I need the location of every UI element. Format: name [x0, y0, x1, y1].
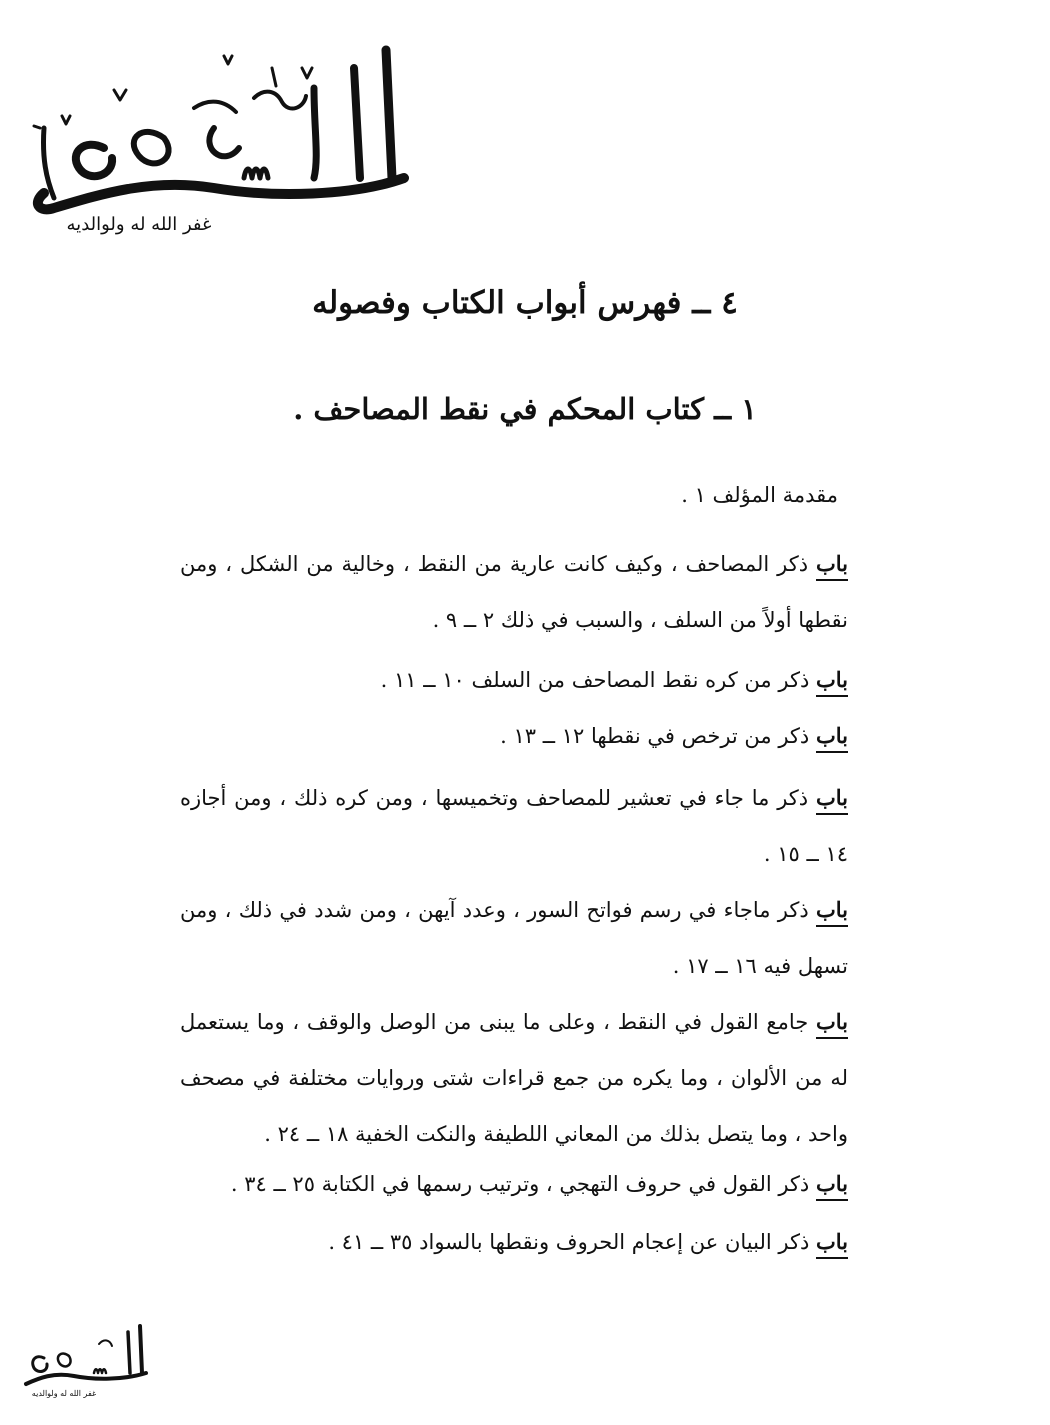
entry-keyword: باب	[816, 897, 848, 927]
entry-text: ذكر ماجاء في رسم فواتح السور ، وعدد آيهن ، ومن شدد في ذلك ، ومن تسهل فيه ١٦ ــ ١٧ .	[180, 898, 848, 978]
index-entry	[180, 994, 848, 1162]
index-entry	[180, 652, 848, 708]
index-entry	[180, 882, 848, 994]
entry-keyword: باب	[816, 785, 848, 815]
calligraphy-logo-small	[14, 1318, 150, 1400]
calligraphy-logo	[14, 28, 414, 243]
entry-keyword: باب	[816, 723, 848, 753]
index-entry	[180, 770, 848, 882]
entry-text: ذكر المصاحف ، وكيف كانت عارية من النقط ، وخالية من الشكل ، ومن نقطها أولاً من السلف ، والسبب في ذلك ٢ ــ ٩ .	[180, 552, 848, 632]
entry-text: ذكر من ترخص في نقطها ١٢ ــ ١٣ .	[500, 724, 810, 748]
svg-text:غفر الله له ولوالديه: غفر الله له ولوالديه	[31, 1389, 97, 1398]
intro-entry: مقدمة المؤلف ١ .	[681, 483, 838, 507]
entry-text: ذكر البيان عن إعجام الحروف ونقطها بالسواد ٣٥ ــ ٤١ .	[328, 1230, 810, 1254]
entry-keyword: باب	[816, 1229, 848, 1259]
entry-keyword: باب	[816, 1009, 848, 1039]
entry-text: ذكر من كره نقط المصاحف من السلف ١٠ ــ ١١ .	[380, 668, 810, 692]
entry-keyword: باب	[816, 667, 848, 697]
svg-text:غفر الله له ولوالديه: غفر الله له ولوالديه	[66, 214, 212, 235]
entry-keyword: باب	[816, 551, 848, 581]
index-entry	[180, 708, 848, 764]
book-title: ١ ــ كتاب المحكم في نقط المصاحف .	[293, 392, 757, 426]
page-title: ٤ ــ فهرس أبواب الكتاب وفصوله	[312, 285, 738, 321]
index-entry	[180, 1214, 848, 1270]
entry-keyword: باب	[816, 1171, 848, 1201]
index-entry	[180, 536, 848, 648]
entry-text: ذكر ما جاء في تعشير للمصاحف وتخميسها ، ومن كره ذلك ، ومن أجازه ١٤ ــ ١٥ .	[180, 786, 848, 866]
entry-text: جامع القول في النقط ، وعلى ما يبنى من الوصل والوقف ، وما يستعمل له من الألوان ، وما يكره من جمع قراءات شتى وروايات مختلفة في مصحف واحد ، وما يتصل بذلك من المعاني اللطيفة والنكت الخفية ١٨ ــ ٢٤ .	[180, 1010, 848, 1146]
entry-text: ذكر القول في حروف التهجي ، وترتيب رسمها في الكتابة ٢٥ ــ ٣٤ .	[230, 1172, 810, 1196]
index-entry	[180, 1156, 848, 1212]
